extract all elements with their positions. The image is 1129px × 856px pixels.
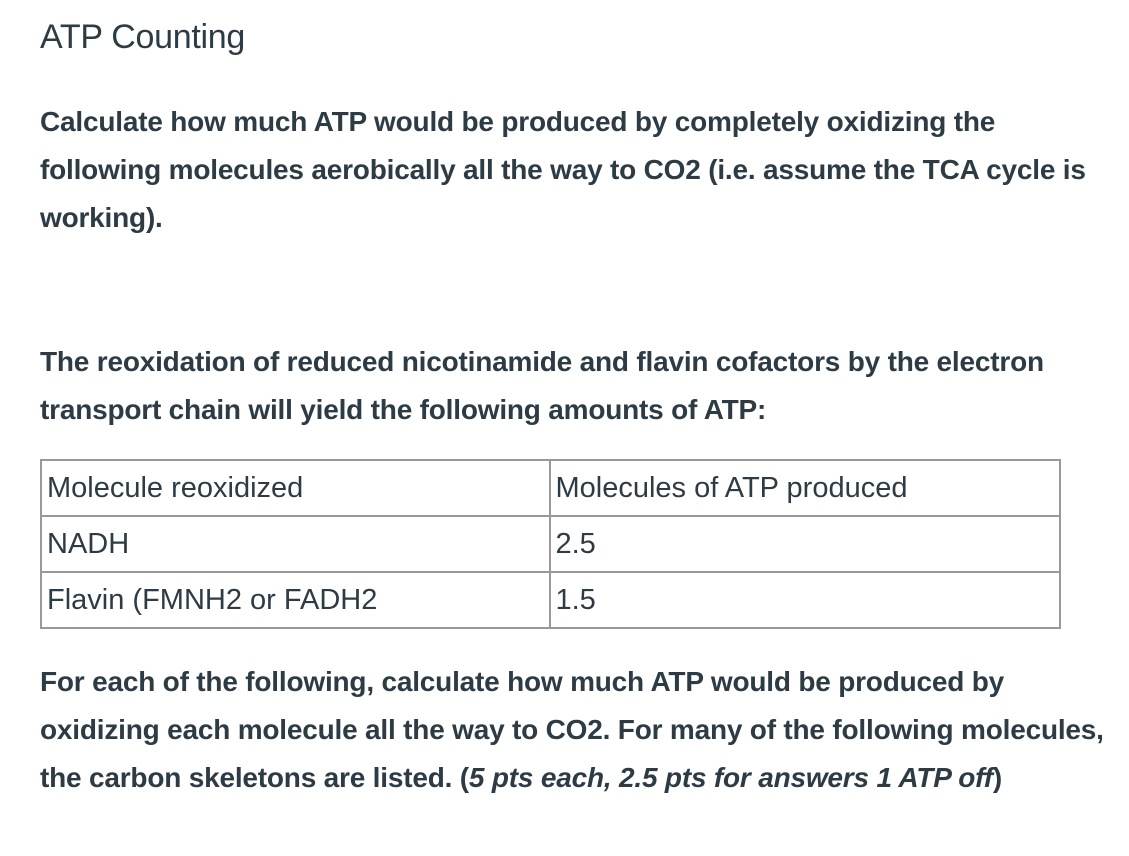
table-row [41, 572, 1060, 628]
cofactor-paragraph: The reoxidation of reduced nicotinamide and flavin cofactors by the electron transport chain will yield the following amounts of ATP: [40, 346, 1044, 425]
table-cell: 1.5 [550, 572, 1061, 628]
table-cell: NADH [41, 516, 550, 572]
table-row [41, 516, 1060, 572]
atp-yield-table [40, 459, 1061, 629]
table-cell: 2.5 [550, 516, 1061, 572]
points-note: 5 pts each, 2.5 pts for answers 1 ATP off [468, 762, 993, 793]
task-text: For each of the following, calculate how much ATP would be produced by oxidizing each molecule all the way to CO2. For many of the following molecules, the carbon skeletons are listed. ( [40, 666, 1104, 793]
page-title: ATP Counting [40, 18, 245, 56]
table-cell: Flavin (FMNH2 or FADH2 [41, 572, 550, 628]
table-header-row [41, 460, 1060, 516]
task-closing: ) [992, 762, 1002, 793]
table-header-cell: Molecule reoxidized [41, 460, 550, 516]
table-header-cell: Molecules of ATP produced [550, 460, 1061, 516]
task-paragraph [40, 658, 1115, 802]
instructions-paragraph: Calculate how much ATP would be produced by completely oxidizing the following molecules aerobically all the way to CO2 (i.e. assume the TCA cycle is working). [40, 106, 1086, 233]
